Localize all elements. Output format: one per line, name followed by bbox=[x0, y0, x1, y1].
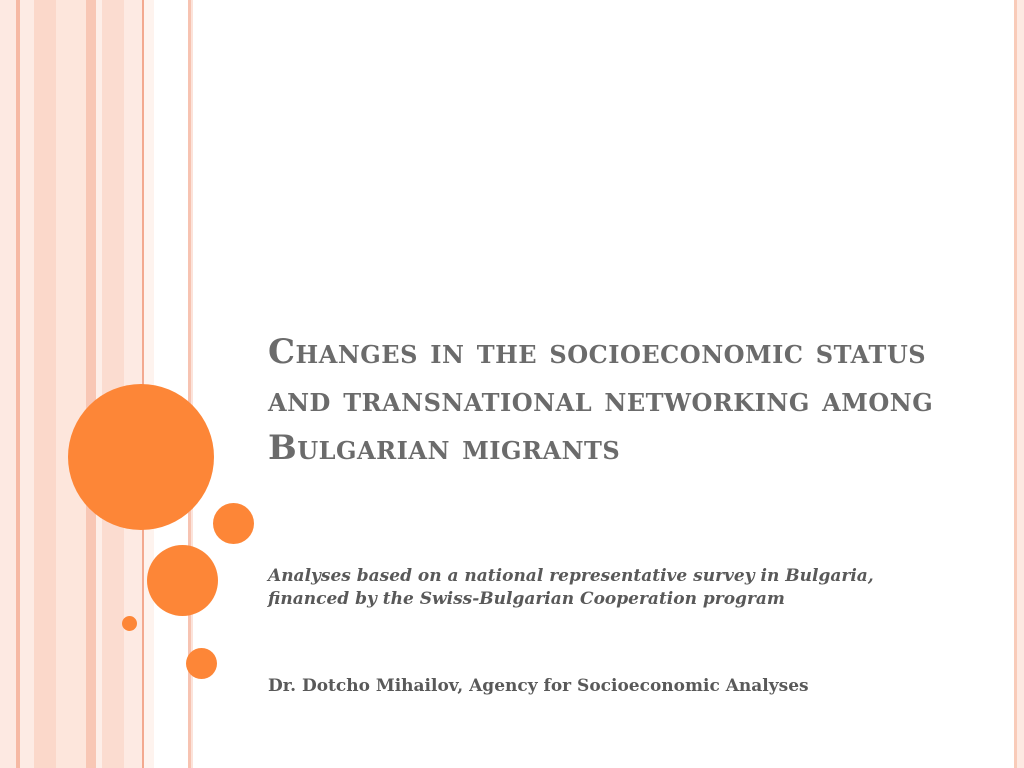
tiny-orange-circle bbox=[122, 616, 137, 631]
right-decorative-stripe bbox=[1014, 0, 1024, 768]
slide-subtitle: Analyses based on a national representative survey in Bulgaria, financed by the Swiss-Bulgarian Cooperation program bbox=[268, 566, 874, 609]
large-orange-circle bbox=[68, 384, 214, 530]
stripe bbox=[86, 0, 96, 768]
stripe bbox=[0, 0, 16, 768]
small-orange-circle bbox=[213, 503, 254, 544]
slide-author: Dr. Dotcho Mihailov, Agency for Socioeconomic Analyses bbox=[268, 676, 809, 696]
stripe bbox=[102, 0, 124, 768]
medium-orange-circle bbox=[147, 545, 218, 616]
left-decorative-stripes bbox=[0, 0, 200, 768]
stripe bbox=[1017, 0, 1024, 768]
stripe bbox=[56, 0, 86, 768]
small-orange-circle bbox=[186, 648, 217, 679]
stripe bbox=[34, 0, 56, 768]
slide-title: Changes in the socioeconomic status and transnational networking among Bulgarian migrants bbox=[268, 332, 934, 468]
stripe bbox=[20, 0, 34, 768]
